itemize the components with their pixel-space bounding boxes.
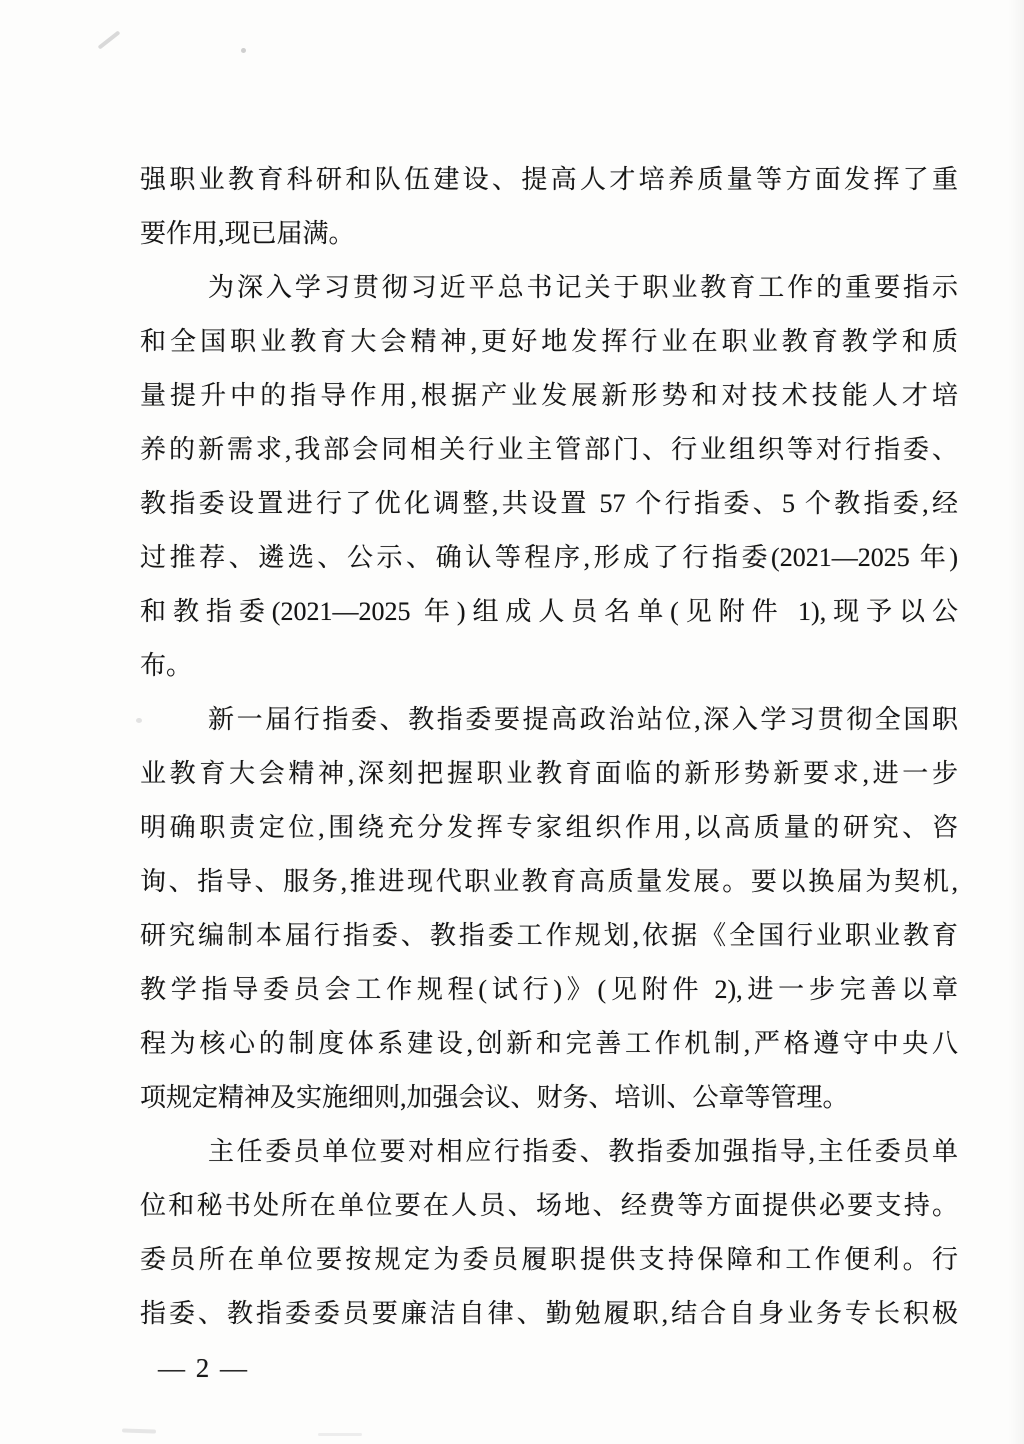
text-line: 和全国职业教育大会精神,更好地发挥行业在职业教育教学和质 [140,327,958,356]
text-line: 程为核心的制度体系建设,创新和完善工作机制,严格遵守中央八 [140,1029,958,1058]
scan-artifact [241,48,246,53]
text-line: 要作用,现已届满。 [140,219,355,248]
text-line: 委员所在单位要按规定为委员履职提供支持保障和工作便利。行 [140,1245,958,1274]
text-line: 位和秘书处所在单位要在人员、场地、经费等方面提供必要支持。 [140,1191,958,1220]
text-line: 询、指导、服务,推进现代职业教育高质量发展。要以换届为契机, [140,867,958,896]
scan-artifact [122,1428,156,1433]
text-line: 和教指委(2021—2025 年)组成人员名单(见附件 1),现予以公 [140,597,958,626]
text-line: 强职业教育科研和队伍建设、提高人才培养质量等方面发挥了重 [140,165,958,194]
text-line: 主任委员单位要对相应行指委、教指委加强指导,主任委员单 [208,1137,958,1166]
text-block [140,153,958,1341]
text-line: 新一届行指委、教指委要提高政治站位,深入学习贯彻全国职 [208,705,958,734]
text-line: 为深入学习贯彻习近平总书记关于职业教育工作的重要指示 [208,273,958,302]
scan-artifact [318,1433,362,1436]
scan-artifact [98,30,121,49]
text-line: 研究编制本届行指委、教指委工作规划,依据《全国行业职业教育 [140,921,958,950]
text-line: 量提升中的指导作用,根据产业发展新形势和对技术技能人才培 [140,381,958,410]
page-number: — 2 — [158,1353,249,1383]
text-line: 指委、教指委委员要廉洁自律、勤勉履职,结合自身业务专长积极 [140,1299,958,1328]
text-line: 养的新需求,我部会同相关行业主管部门、行业组织等对行指委、 [140,435,958,464]
text-line: 项规定精神及实施细则,加强会议、财务、培训、公章等管理。 [140,1083,849,1112]
text-line: 明确职责定位,围绕充分发挥专家组织作用,以高质量的研究、咨 [140,813,958,842]
text-line: 教学指导委员会工作规程(试行)》(见附件 2),进一步完善以章 [140,975,958,1004]
text-line: 教指委设置进行了优化调整,共设置 57 个行指委、5 个教指委,经 [140,489,958,518]
text-line: 过推荐、遴选、公示、确认等程序,形成了行指委(2021—2025 年) [140,543,958,572]
text-line: 布。 [140,651,193,680]
text-line: 业教育大会精神,深刻把握职业教育面临的新形势新要求,进一步 [140,759,958,788]
